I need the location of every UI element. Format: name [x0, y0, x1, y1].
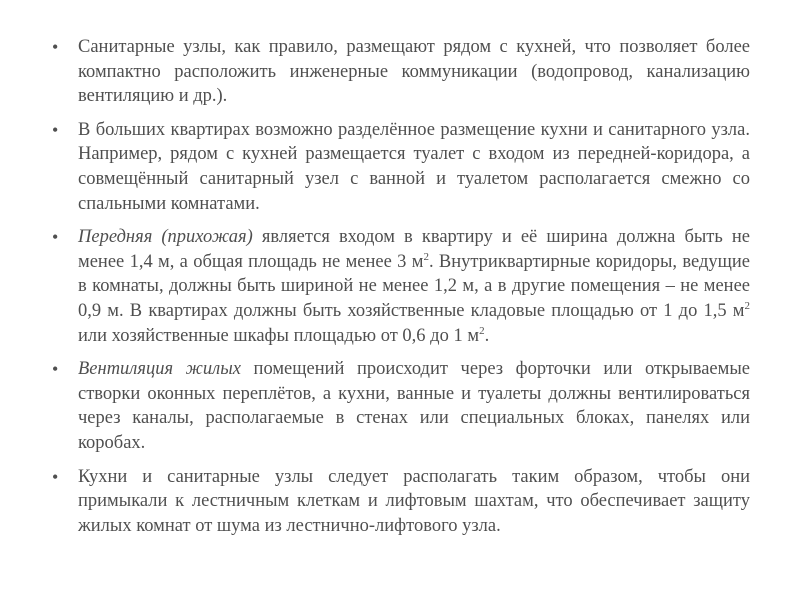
list-item [52, 465, 750, 539]
list-item-text: . [484, 325, 490, 346]
list-item-text: В больших квартирах возможно разделённое размещение кухни и санитарного узла. Например, рядом с кухней размещается туалет с входом из передней-коридора, а совмещённый санитарный узел с ванной и туалетом располагается смежно со спальными комнатами. [78, 119, 750, 214]
list-item-text: Кухни и санитарные узлы следует располагать таким образом, чтобы они примыкали к лестничным клеткам и лифтовым шахтам, что обеспечивает защиту жилых комнат от шума из лестнично-лифтового узла. [78, 466, 750, 536]
bullet-icon: • [52, 227, 59, 248]
list-item [52, 35, 750, 109]
list-item-text: помещений происходит через форточки или открываемые створки оконных переплётов, а кухни, ванные и туалеты должны вентилироваться через каналы, располагаемые в стенах или специальных блоках, панелях или коробах. [78, 359, 750, 453]
list-item-text: является входом в квартиру и её ширина должна быть не менее 1,4 м, а общая площадь не менее 3 м [78, 227, 751, 272]
italic-term: Передняя (прихожая) [78, 227, 253, 248]
bullet-icon: • [52, 466, 59, 487]
list-item-text: или хозяйственные шкафы площадью от 0,6 до 1 м [78, 325, 480, 346]
list-item [52, 357, 750, 455]
bullet-list [52, 35, 750, 547]
superscript: 2 [479, 324, 485, 337]
bullet-icon: • [52, 119, 59, 140]
list-item [52, 225, 750, 348]
bullet-icon: • [52, 37, 59, 57]
superscript: 2 [423, 250, 429, 263]
italic-term: Вентиляция жилых [78, 359, 241, 380]
bullet-icon: • [52, 359, 59, 380]
list-item-text: Санитарные узлы, как правило, размещают рядом с кухней, что позволяет более компактно расположить инженерные коммуникации (водопровод, канализацию вентиляцию и др.). [78, 37, 750, 107]
list-item-text: . Внутриквартирные коридоры, ведущие в комнаты, должны быть шириной не менее 1,2 м, а в другие помещения – не менее 0,9 м. В квартирах должны быть хозяйственные кладовые площадью от 1 до 1,5 м [78, 251, 750, 321]
list-item [52, 118, 750, 216]
superscript: 2 [744, 299, 750, 312]
